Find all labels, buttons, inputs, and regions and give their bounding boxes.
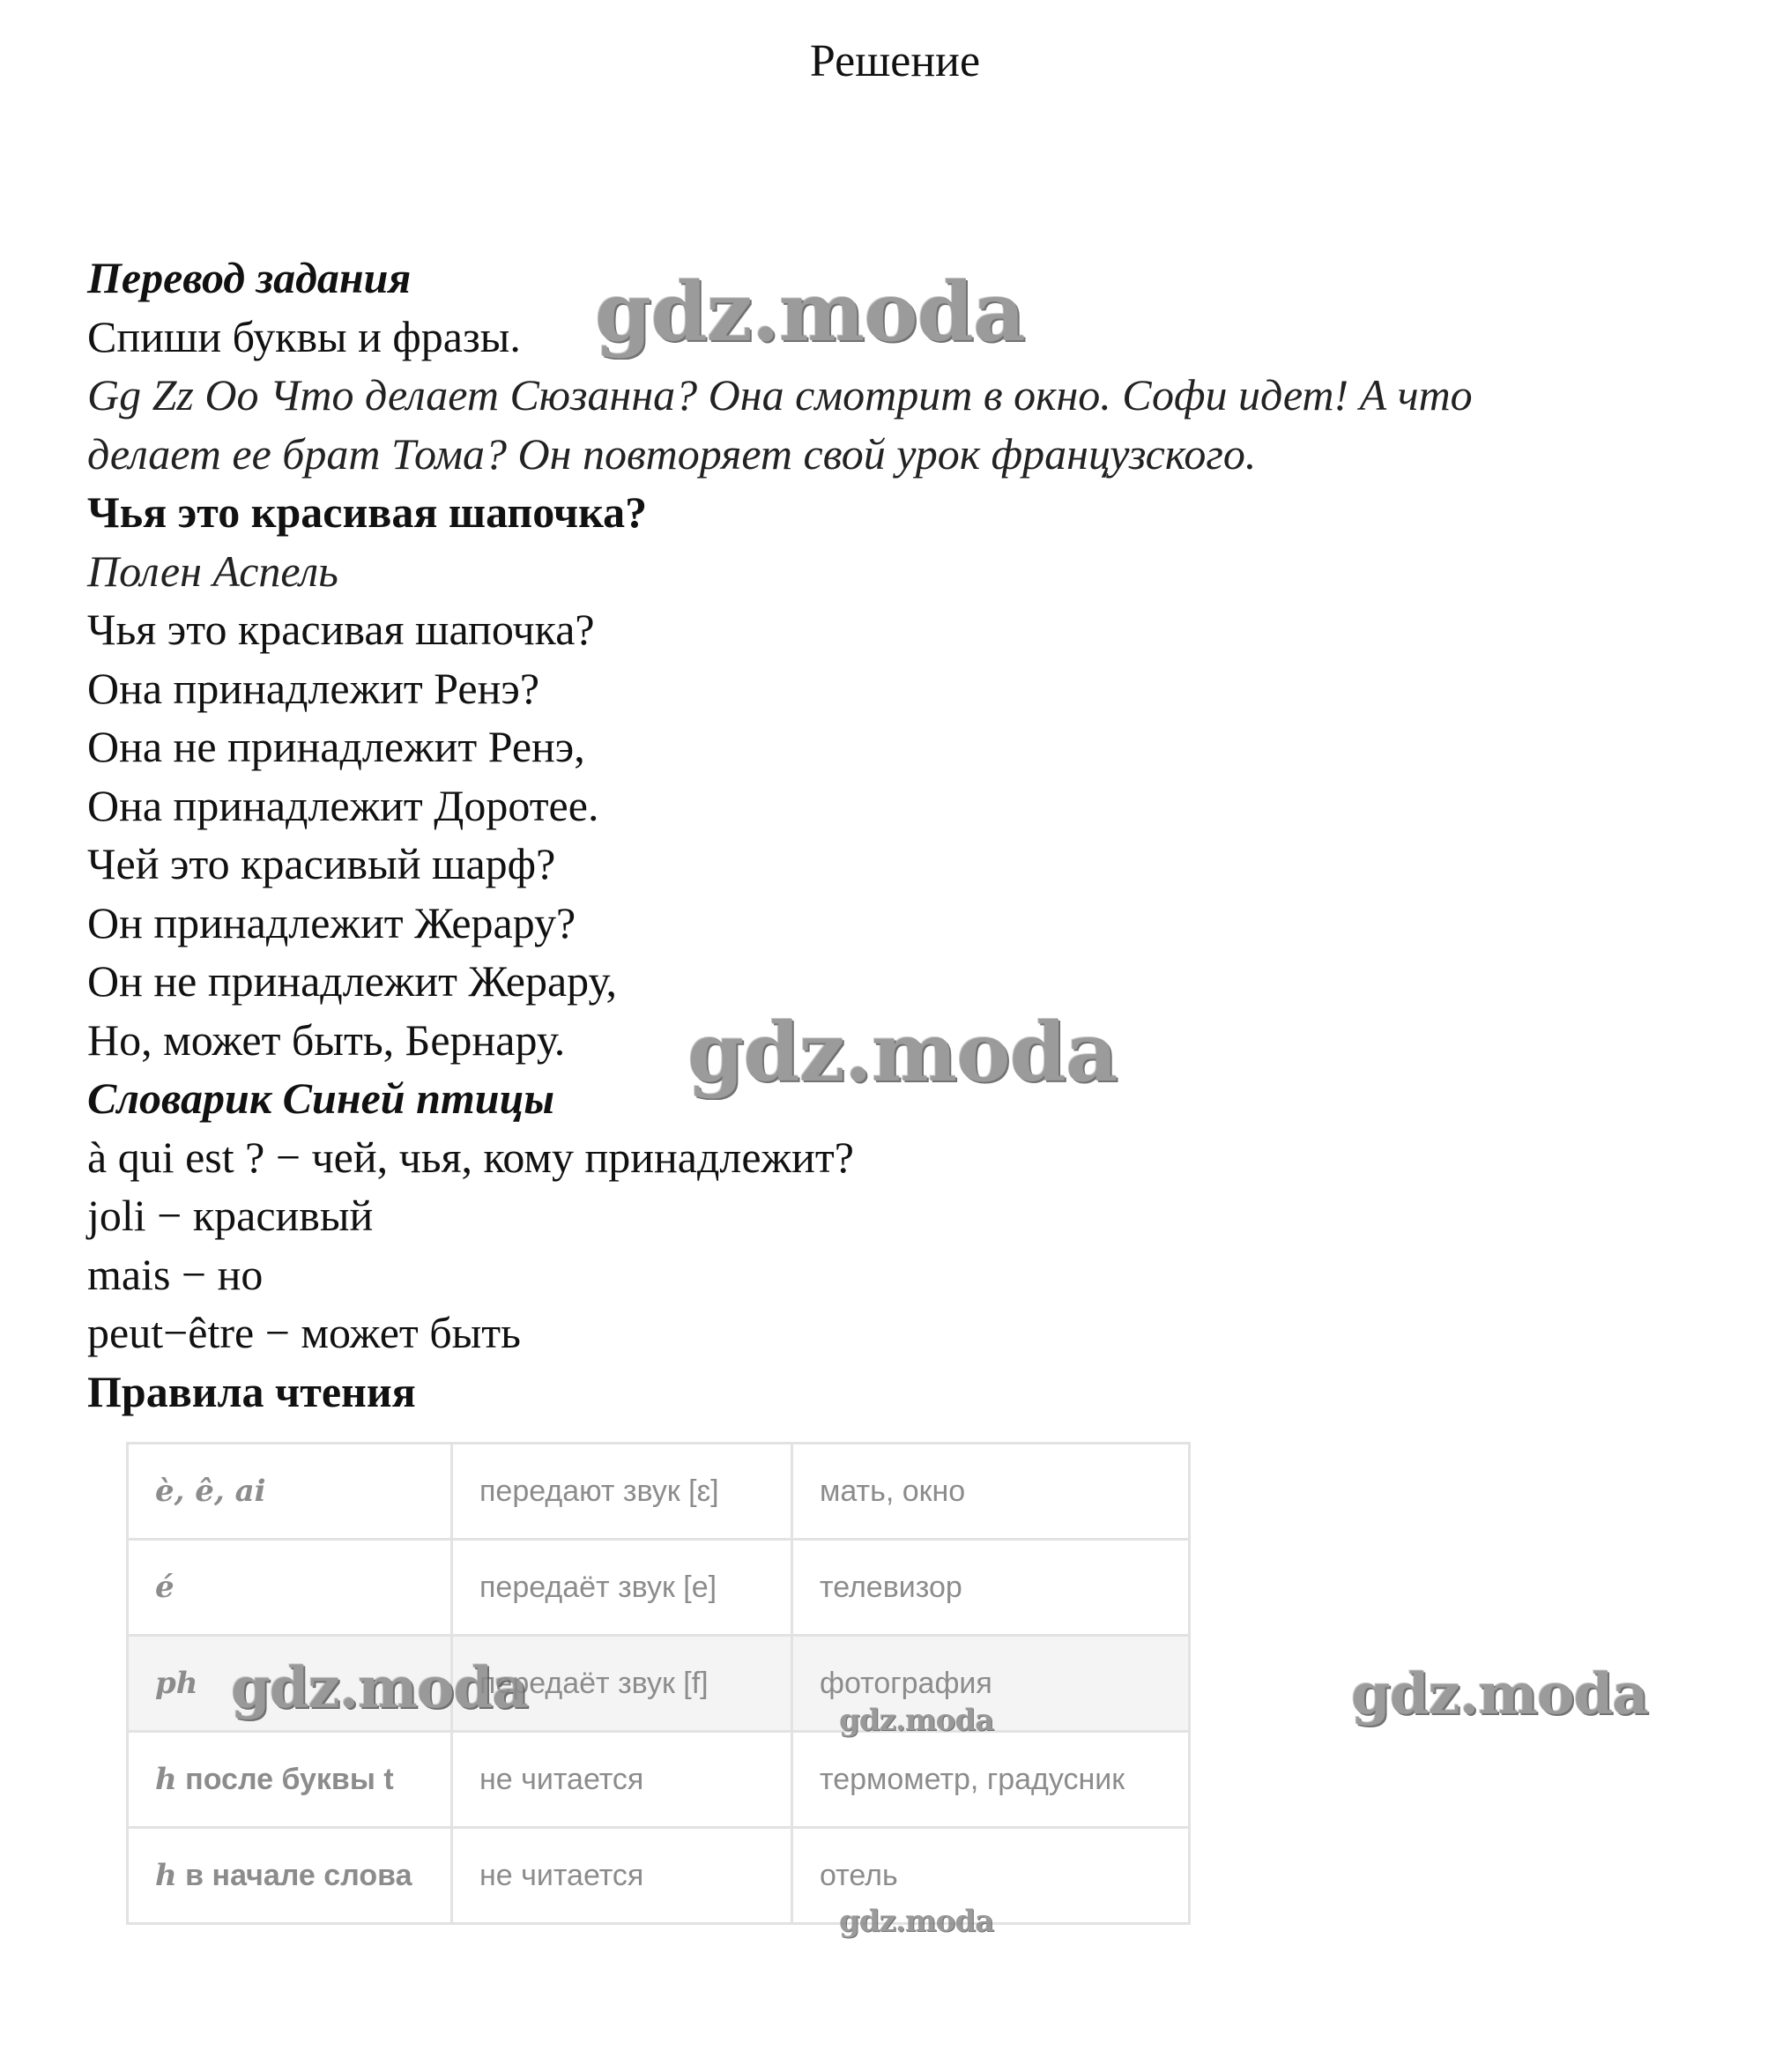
poem-line: Она не принадлежит Ренэ, bbox=[87, 722, 585, 771]
text-line-italic: Gg Zz Oo Что делает Сюзанна? Она смотрит в окно. Софи идет! А что bbox=[87, 370, 1473, 420]
poem-title: Чья это красивая шапочка? bbox=[87, 487, 648, 537]
table-row bbox=[128, 1540, 1190, 1636]
heading-task-translation: Перевод задания bbox=[87, 253, 412, 302]
watermark: gdz.moda bbox=[595, 264, 1025, 360]
table-cell-example: мать, окно bbox=[792, 1444, 1190, 1540]
heading-reading-rules: Правила чтения bbox=[87, 1366, 416, 1416]
watermark: gdz.moda bbox=[839, 1904, 994, 1939]
text-line: Спиши буквы и фразы. bbox=[87, 311, 521, 361]
poem-line: Она принадлежит Доротее. bbox=[87, 780, 599, 830]
vocab-entry: joli − красивый bbox=[87, 1191, 374, 1240]
vocab-entry: mais − но bbox=[87, 1249, 264, 1299]
table-cell-letters: h в начале слова bbox=[128, 1828, 452, 1924]
heading-vocabulary: Словарик Синей птицы bbox=[87, 1073, 555, 1123]
watermark: gdz.moda bbox=[1351, 1661, 1648, 1727]
table-cell-letters: h после буквы t bbox=[128, 1732, 452, 1828]
table-cell-rule: не читается bbox=[452, 1732, 792, 1828]
watermark: gdz.moda bbox=[687, 1005, 1118, 1100]
poem-line: Чья это красивая шапочка? bbox=[87, 605, 595, 654]
table-cell-rule: не читается bbox=[452, 1828, 792, 1924]
table-row bbox=[128, 1828, 1190, 1924]
vocab-entry: peut−être − может быть bbox=[87, 1308, 521, 1357]
table-cell-letters: è, ê, ai bbox=[128, 1444, 452, 1540]
table-cell-rule: передаёт звук [e] bbox=[452, 1540, 792, 1636]
table-cell-letters: ph bbox=[128, 1636, 452, 1732]
table-row bbox=[128, 1732, 1190, 1828]
watermark: gdz.moda bbox=[231, 1655, 528, 1721]
vocab-entry: à qui est ? − чей, чья, кому принадлежит? bbox=[87, 1132, 854, 1182]
poem-line: Он принадлежит Жерару? bbox=[87, 897, 576, 947]
watermark: gdz.moda bbox=[839, 1703, 994, 1738]
page-title: Решение bbox=[809, 36, 981, 86]
table-cell-rule: передают звук [ɛ] bbox=[452, 1444, 792, 1540]
table-cell-letters: é bbox=[128, 1540, 452, 1636]
text-line-italic: делает ее брат Тома? Он повторяет свой урок французского. bbox=[87, 428, 1257, 479]
poem-line: Она принадлежит Ренэ? bbox=[87, 663, 540, 713]
table-cell-example: термометр, градусник bbox=[792, 1732, 1190, 1828]
table-cell-example: фотография bbox=[792, 1636, 1190, 1732]
poem-line: Чей это красивый шарф? bbox=[87, 839, 556, 888]
table-cell-rule: передаёт звук [f] bbox=[452, 1636, 792, 1732]
table-cell-example: телевизор bbox=[792, 1540, 1190, 1636]
poem-line: Но, может быть, Бернару. bbox=[87, 1014, 566, 1065]
document-body bbox=[87, 249, 1744, 1421]
table-row bbox=[128, 1444, 1190, 1540]
table-cell-example: отель bbox=[792, 1828, 1190, 1924]
poem-line: Он не принадлежит Жерару, bbox=[87, 956, 618, 1006]
poem-author: Полен Аспель bbox=[87, 546, 338, 596]
